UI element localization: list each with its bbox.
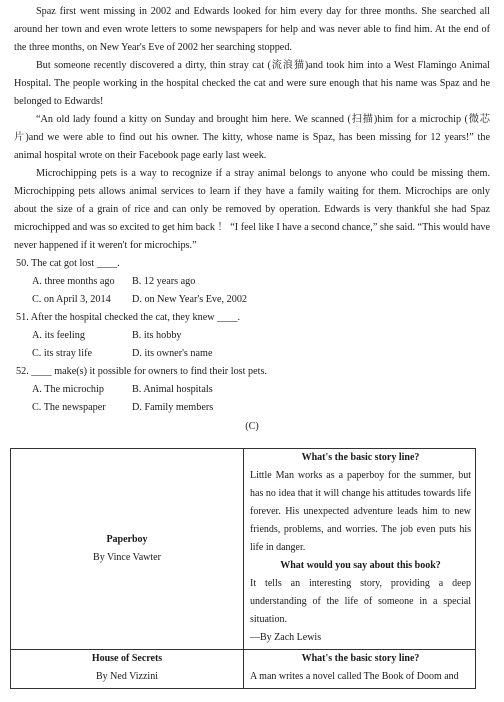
book-info-cell	[11, 650, 244, 689]
question-50-options-row-1	[14, 273, 490, 291]
book-title: Paperboy	[106, 534, 148, 545]
story-line-text: A man writes a novel called The Book of Doom and	[250, 671, 459, 682]
book-row	[11, 650, 476, 689]
option: D. Family members	[132, 402, 214, 413]
book-author: By Vince Vawter	[93, 552, 161, 563]
passage-b	[14, 3, 490, 435]
book-author: By Ned Vizzini	[96, 671, 158, 682]
paragraph-4: Microchipping pets is a way to recognize if a stray animal belongs to anyone who could be missing them. Microchipping pets allows animal services to learn if they have a family waiting for them. Microchips are only about the size of a grain of rice and can only be removed by operation. Edwards is very thankful she had Spaz microchipped and was so excited to get him back ！ “I feel like I have a second chance,” she said. “This would have never happened if it weren't for microchips.”	[14, 168, 490, 251]
option: A. three months ago	[32, 276, 115, 287]
review-heading: What would you say about this book?	[280, 560, 441, 571]
book-title: House of Secrets	[91, 653, 163, 664]
reviewer-name: —By Zach Lewis	[250, 632, 322, 643]
question-50-options-row-2	[14, 291, 490, 309]
paragraph-3: “An old lady found a kitty on Sunday and brought him here. We scanned (扫描)him for a microchip (微芯片)and we were able to find out his owner. The kitty, whose name is Spaz, has been missing for 12 years!” the animal hospital wrote on their Facebook page early last week.	[14, 114, 490, 161]
book-review-cell	[244, 449, 476, 650]
story-line-heading: What's the basic story line?	[301, 653, 420, 664]
option: B. its hobby	[132, 330, 182, 341]
option: C. The newspaper	[32, 402, 106, 413]
question-51-options-row-2	[14, 345, 490, 363]
section-c-heading: (C)	[245, 421, 259, 432]
review-text: It tells an interesting story, providing a deep understanding of the life of someone in a special situation.	[250, 578, 471, 625]
book-table	[10, 448, 476, 689]
question-50-stem: 50. The cat got lost ____.	[16, 258, 120, 269]
option: D. its owner's name	[132, 348, 213, 359]
paragraph-1: Spaz first went missing in 2002 and Edwards looked for him every day for three months. She searched all around her town and even wrote letters to some newspapers for help and was never able to find him. At the end of the three months, on New Year's Eve of 2002 her searching stopped.	[14, 6, 490, 53]
question-51-options-row-1	[14, 327, 490, 345]
story-line-heading: What's the basic story line?	[301, 452, 420, 463]
option: C. its stray life	[32, 348, 92, 359]
book-review-cell	[244, 650, 476, 689]
option: D. on New Year's Eve, 2002	[132, 294, 248, 305]
book-row	[11, 449, 476, 650]
question-51-stem: 51. After the hospital checked the cat, they knew ____.	[16, 312, 241, 323]
paragraph-2: But someone recently discovered a dirty, thin stray cat (流浪猫)and took him into a West Flamingo Animal Hospital. The people working in the hospital checked the cat and were sure enough that his name was Spaz and he belonged to Edwards!	[14, 60, 490, 107]
option: C. on April 3, 2014	[32, 294, 111, 305]
option: A. its feeling	[32, 330, 85, 341]
option: B. Animal hospitals	[132, 384, 213, 395]
option: A. The microchip	[32, 384, 104, 395]
story-line-text: Little Man works as a paperboy for the summer, but has no idea that it will change his attitudes towards life forever. His unexpected adventure leads him to new friends, problems, and worries. The job even puts his life in danger.	[250, 470, 471, 553]
book-info-cell	[11, 449, 244, 650]
option: B. 12 years ago	[132, 276, 196, 287]
question-52-options-row-2	[14, 399, 490, 417]
question-52-options-row-1	[14, 381, 490, 399]
question-52-stem: 52. ____ make(s) it possible for owners to find their lost pets.	[16, 366, 267, 377]
